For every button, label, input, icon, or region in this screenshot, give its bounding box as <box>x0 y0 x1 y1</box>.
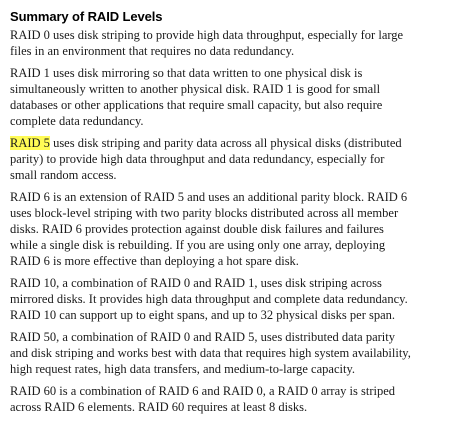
text-line: uses block-level striping with two parity blocks distributed across all member <box>10 206 399 220</box>
text-line <box>10 135 450 151</box>
text-line: disks. RAID 6 provides protection against double disk failures and failures <box>10 222 384 236</box>
document-title: Summary of RAID Levels <box>10 9 163 24</box>
paragraph-raid-10 <box>10 275 450 323</box>
text-line: complete data redundancy. <box>10 114 144 128</box>
text-line: RAID 10, a combination of RAID 0 and RAID 1, uses disk striping across <box>10 276 382 290</box>
text-line: mirrored disks. It provides high data throughput and complete data redundancy. <box>10 292 408 306</box>
text-line: simultaneously written to another physical disk. RAID 1 is good for small <box>10 82 381 96</box>
text-line: RAID 6 is more effective than deploying a hot spare disk. <box>10 254 299 268</box>
highlighted-text: RAID 5 <box>10 136 50 150</box>
text-line: small random access. <box>10 168 117 182</box>
text-line: and disk striping and works best with data that requires high system availability, <box>10 346 411 360</box>
paragraph-raid-6 <box>10 189 450 269</box>
paragraph-raid-5 <box>10 135 450 183</box>
text-line: files in an environment that requires no data redundancy. <box>10 44 295 58</box>
paragraph-raid-60 <box>10 383 450 415</box>
paragraph-raid-1 <box>10 65 450 129</box>
text-line: parity) to provide high data throughput and data redundancy, especially for <box>10 152 385 166</box>
document <box>10 9 450 421</box>
text-line: while a single disk is rebuilding. If you are using only one array, deploying <box>10 238 386 252</box>
text-line: RAID 50, a combination of RAID 0 and RAID 5, uses distributed data parity <box>10 330 396 344</box>
text-line: RAID 1 uses disk mirroring so that data written to one physical disk is <box>10 66 363 80</box>
text-segment: uses disk striping and parity data across all physical disks (distributed <box>49 136 402 150</box>
text-line: high request rates, high data transfers, and medium-to-large capacity. <box>10 362 356 376</box>
paragraph-raid-0 <box>10 27 450 59</box>
text-line: RAID 10 can support up to eight spans, and up to 32 physical disks per span. <box>10 308 396 322</box>
text-line: RAID 0 uses disk striping to provide high data throughput, especially for large <box>10 28 404 42</box>
text-line: across RAID 6 elements. RAID 60 requires at least 8 disks. <box>10 400 308 414</box>
paragraph-raid-50 <box>10 329 450 377</box>
text-line: RAID 60 is a combination of RAID 6 and RAID 0, a RAID 0 array is striped <box>10 384 396 398</box>
text-line: RAID 6 is an extension of RAID 5 and uses an additional parity block. RAID 6 <box>10 190 408 204</box>
text-line: databases or other applications that require small capacity, but also require <box>10 98 383 112</box>
